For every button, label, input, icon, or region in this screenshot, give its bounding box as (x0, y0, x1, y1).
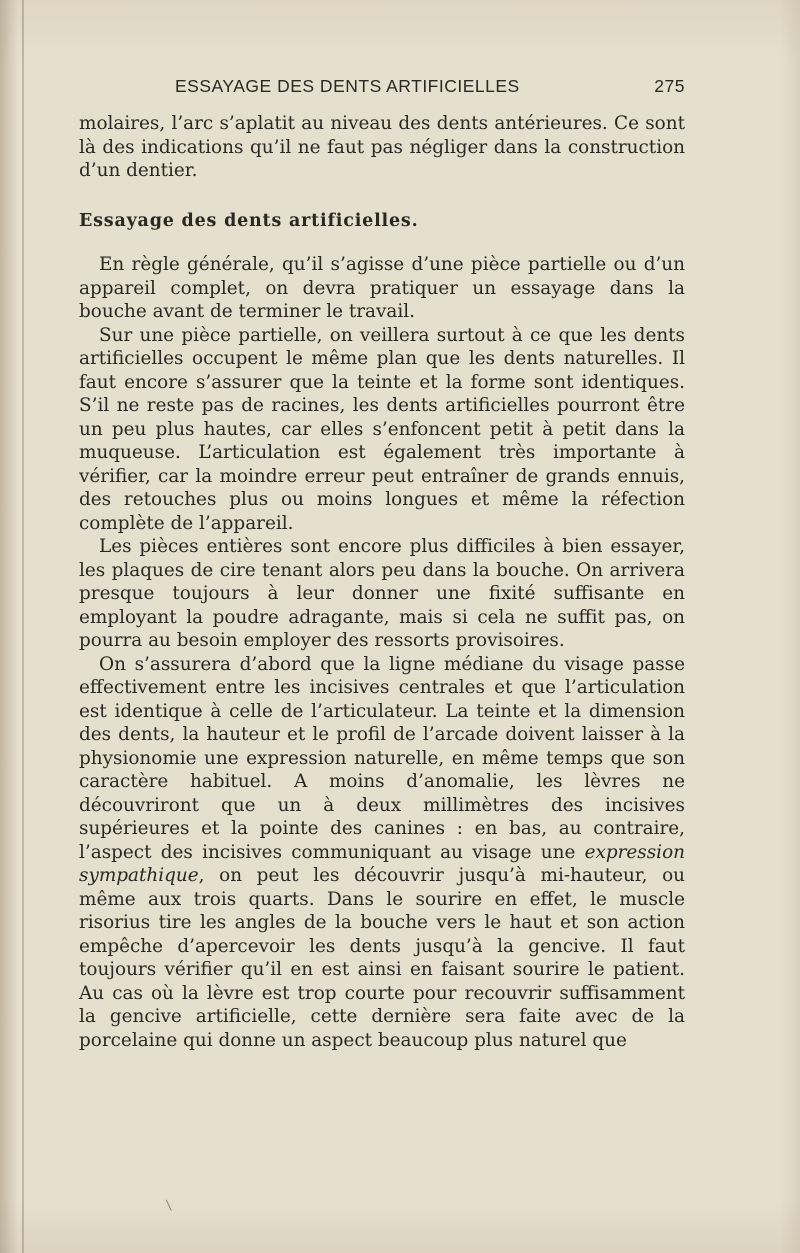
page-gutter-edge (22, 0, 24, 1253)
paragraph-4-text-b: , on peut les découvrir jusqu’à mi-hauteur, ou même aux trois quarts. Dans le sourire en effet, le muscle risorius tire les angles de la bouche vers le haut et son action empêche d’apercevoir les dents jusqu’à la gencive. Il faut toujours vérifier qu’il en est ainsi en faisant sourire le patient. Au cas où la lèvre est trop courte pour recouvrir suffisamment la gencive artificielle, cette dernière sera faite avec de la porcelaine qui donne un aspect beaucoup plus naturel que (79, 865, 685, 1051)
page-number: 275 (654, 76, 685, 96)
body-text (79, 112, 685, 1052)
section-heading: Essayage des dents artificielles. (79, 210, 419, 231)
stray-ink-mark (166, 1197, 177, 1211)
paragraph-2: Sur une pièce partielle, on veillera surtout à ce que les dents artificielles occupent le même plan que les dents naturelles. Il faut encore s’assurer que la teinte et la forme sont identiques. S’il ne reste pas de racines, les dents artificielles pourront être un peu plus hautes, car elles s’enfoncent petit à petit dans la muqueuse. L’articulation est également très importante à vérifier, car la moindre erreur peut entraîner de grands ennuis, des retouches plus ou moins longues et même la réfection complète de l’appareil. (79, 324, 685, 534)
continued-paragraph: molaires, l’arc s’aplatit au niveau des dents antérieures. Ce sont là des indications qu’il ne faut pas négliger dans la construction d’un dentier. (79, 113, 685, 181)
running-head (79, 76, 685, 100)
paragraph-3: Les pièces entières sont encore plus difficiles à bien essayer, les plaques de cire tenant alors peu dans la bouche. On arrivera presque toujours à leur donner une fixité suffisante en employant la poudre adragante, mais si cela ne suffit pas, on pourra au besoin employer des ressorts provisoires. (79, 536, 685, 651)
paragraph-4-italic: expression sympathique (79, 841, 685, 886)
paragraph-1: En règle générale, qu’il s’agisse d’une pièce partielle ou d’un appareil complet, on devra pratiquer un essayage dans la bouche avant de terminer le travail. (79, 254, 685, 322)
running-title: ESSAYAGE DES DENTS ARTIFICIELLES (175, 76, 520, 96)
paragraph-4 (79, 653, 685, 1053)
paragraph-4-text-a: On s’assurera d’abord que la ligne médiane du visage passe effectivement entre les incisives centrales et que l’articulation est identique à celle de l’articulateur. La teinte et la dimension des dents, la hauteur et le profil de l’arcade doivent laisser à la physionomie une expression naturelle, en même temps que son caractère habituel. A moins d’anomalie, les lèvres ne découvriront que un à deux millimètres des incisives supérieures et la pointe des canines : en bas, au contraire, l’aspect des incisives communiquant au visage une (79, 653, 685, 863)
